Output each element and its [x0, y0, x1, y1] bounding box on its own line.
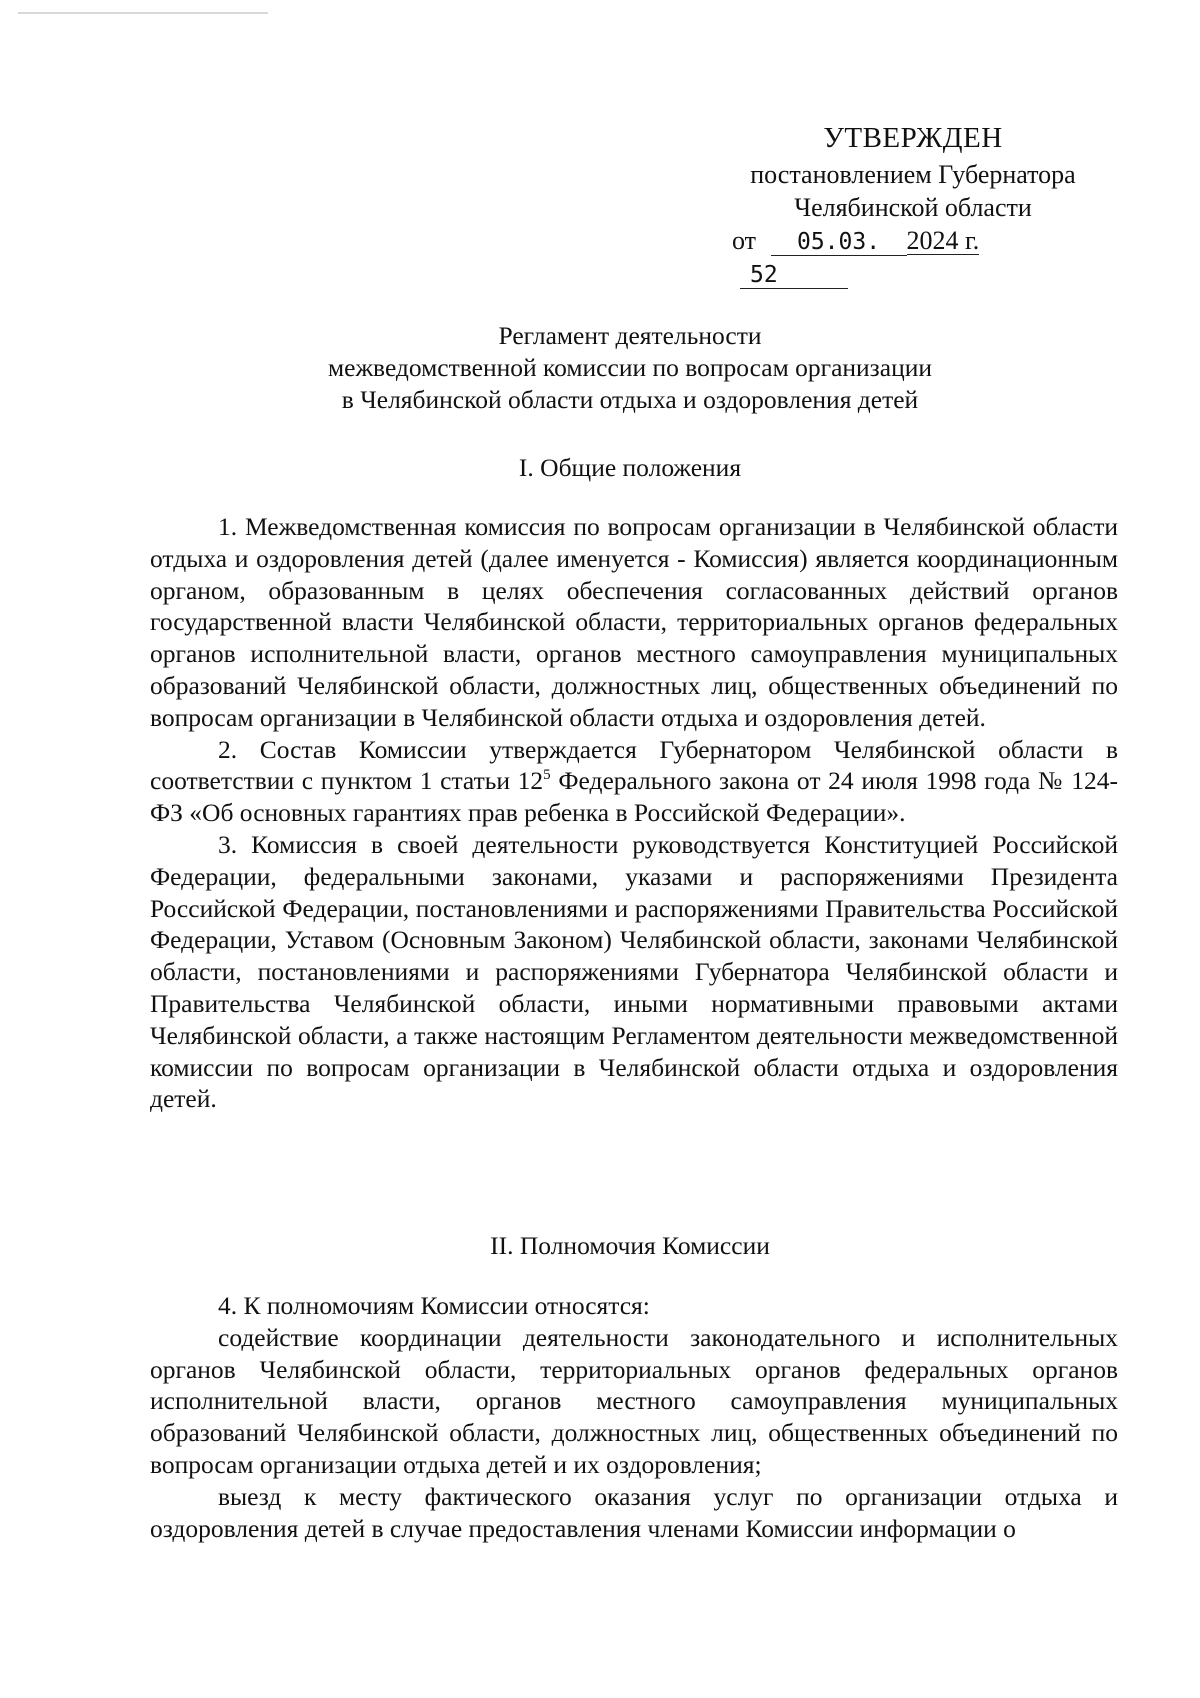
paragraph-5: содействие координации деятельности законодательного и исполнительных органов Челябинской области, территориальных органов федеральных органов исполнительной власти, органов местного самоуправления муниципальных образований Челябинской области, должностных лиц, общественных объединений по вопросам организации отдыха детей и их оздоровления;	[150, 1322, 1118, 1479]
date-prefix: от	[732, 226, 757, 255]
superscript-5: 5	[543, 767, 551, 784]
paragraph-2	[150, 734, 1118, 829]
date-value: 05.03.	[771, 229, 907, 256]
approval-stamp	[728, 118, 1098, 290]
approval-line-1: постановлением Губернатора	[750, 160, 1076, 189]
title-line-2: межведомственной комиссии по вопросам организации	[327, 353, 933, 382]
date-year: 2024 г.	[906, 226, 980, 255]
title-line-1: Регламент деятельности	[498, 321, 762, 350]
approval-line-2: Челябинской области	[794, 193, 1032, 222]
section-1-body	[150, 511, 1118, 1115]
paragraph-1: 1. Межведомственная комиссия по вопросам организации в Челябинской области отдыха и оздоровления детей (далее именуется - Комиссия) является координационным органом, образованным в целях обеспечения согласованных действий органов государственной власти Челябинской области, территориальных органов федеральных органов исполнительной власти, органов местного самоуправления муниципальных образований Челябинской области, должностных лиц, общественных объединений по вопросам организации в Челябинской области отдыха и оздоровления детей.	[150, 512, 1118, 732]
approval-title: УТВЕРЖДЕН	[823, 122, 1003, 154]
paragraph-2-text-end: Федерального закона от 24 июля 1998 года № 124-ФЗ «Об основных гарантиях прав ребенка в Российской Федерации».	[150, 766, 1119, 828]
paragraph-4: 4. К полномочиям Комиссии относятся:	[218, 1291, 650, 1320]
document-title	[150, 320, 1110, 416]
section-2-body	[150, 1290, 1118, 1544]
approval-date-line	[728, 224, 1098, 290]
paragraph-3: 3. Комиссия в своей деятельности руководствуется Конституцией Российской Федерации, федеральными законами, указами и распоряжениями Президента Российской Федерации, постановлениями и распоряжениями Правительства Российской Федерации, Уставом (Основным Законом) Челябинской области, законами Челябинской области, постановлениями и распоряжениями Губернатора Челябинской области и Правительства Челябинской области, иными нормативными правовыми актами Челябинской области, а также настоящим Регламентом деятельности межведомственной комиссии по вопросам организации в Челябинской области отдыха и оздоровления детей.	[150, 829, 1118, 1114]
paragraph-2-text: 2. Состав Комиссии утверждается Губернатором Челябинской области в соответствии с пунктом 1 статьи 12	[150, 734, 1118, 796]
paragraph-6: выезд к месту фактического оказания услуг по организации отдыха и оздоровления детей в случае предоставления членами Комиссии информации о	[150, 1481, 1118, 1543]
section-2-heading: II. Полномочия Комиссии	[490, 1231, 770, 1260]
document-number: 52	[740, 262, 848, 289]
scan-artifact	[18, 8, 278, 18]
title-line-3: в Челябинской области отдыха и оздоровления детей	[341, 385, 919, 414]
section-1-heading: I. Общие положения	[518, 453, 742, 482]
